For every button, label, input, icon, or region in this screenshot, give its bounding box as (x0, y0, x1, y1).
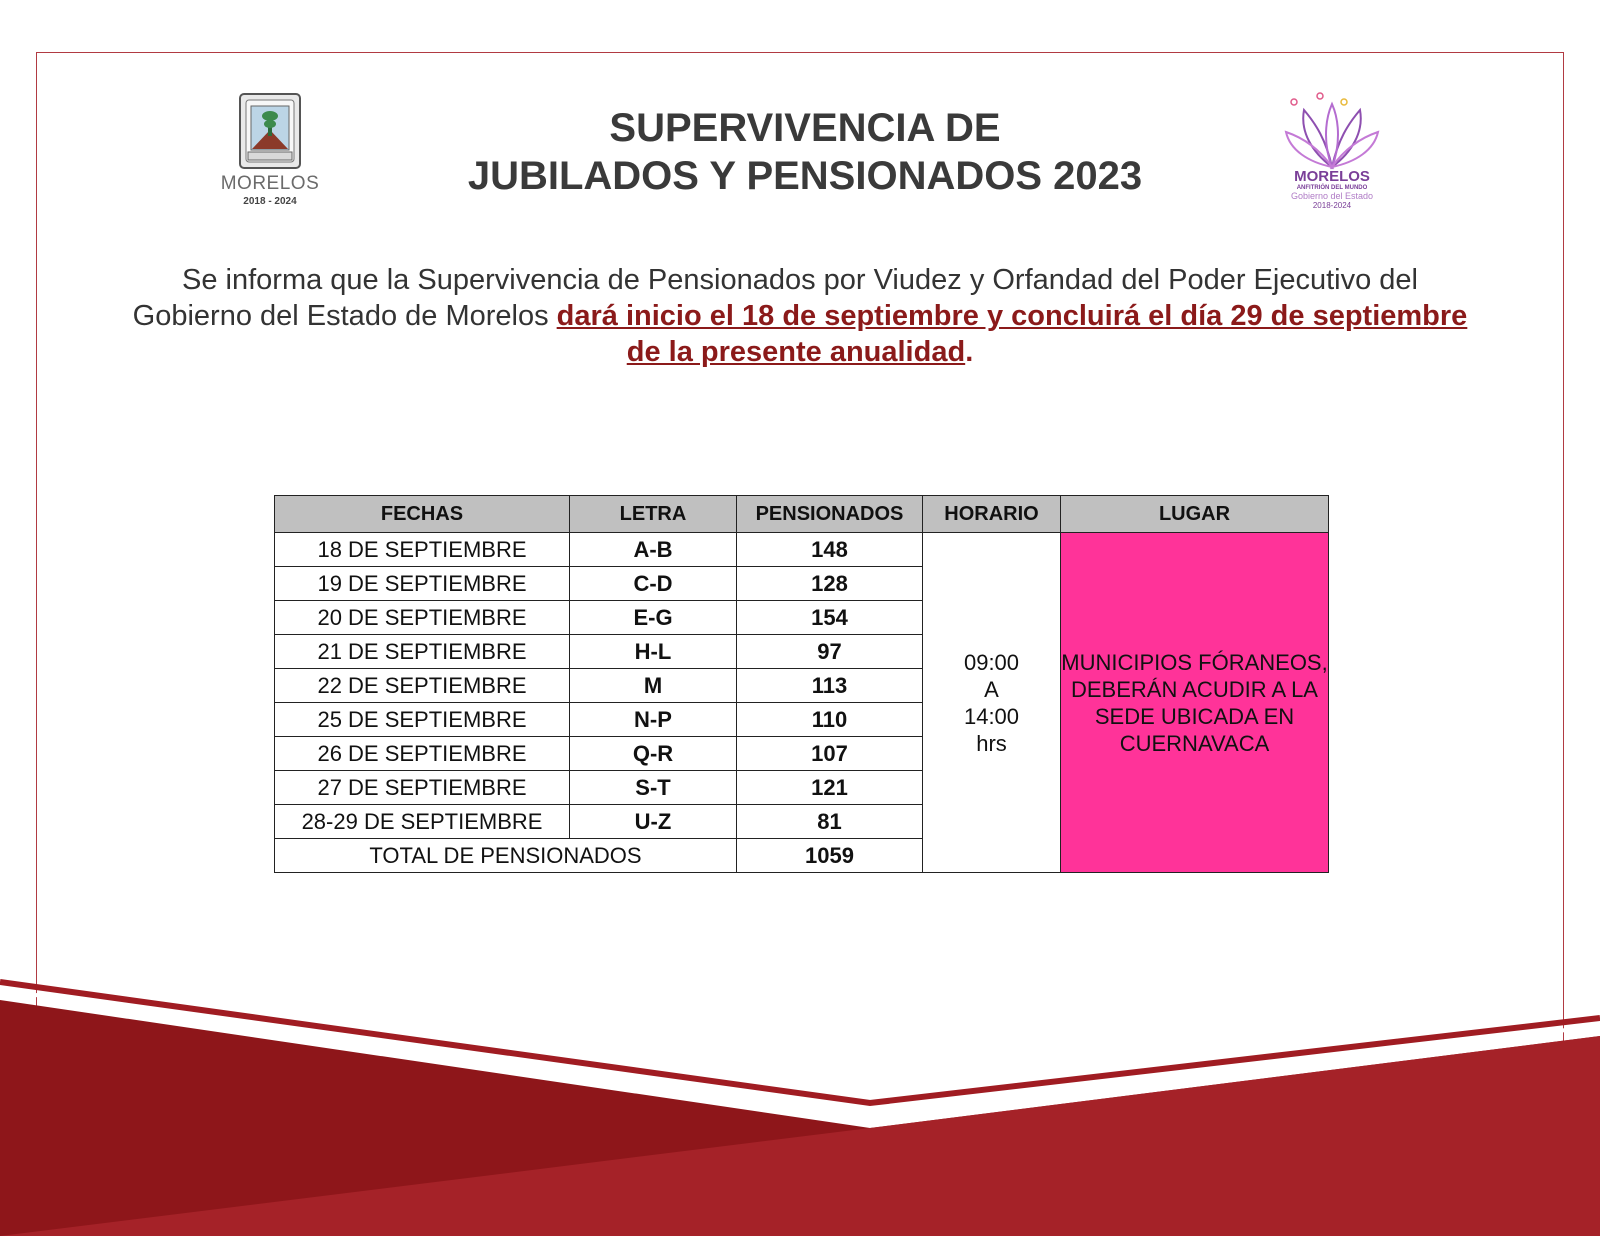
pensionados-cell: 128 (737, 567, 923, 601)
horario-start: 09:00 (963, 649, 1020, 675)
letra-cell: U-Z (570, 805, 737, 839)
morelos-government-logo (1272, 92, 1392, 212)
lotus-flower-icon (1282, 92, 1382, 172)
pensionados-cell: 121 (737, 771, 923, 805)
logo-left-name: MORELOS (220, 173, 320, 194)
fecha-cell: 28-29 DE SEPTIEMBRE (275, 805, 570, 839)
decorative-bottom-band (0, 960, 1600, 1236)
letra-cell: S-T (570, 771, 737, 805)
letra-cell: H-L (570, 635, 737, 669)
pensionados-cell: 154 (737, 601, 923, 635)
intro-end: . (965, 336, 974, 368)
horario-end: 14:00 (963, 703, 1020, 729)
letra-cell: M (570, 669, 737, 703)
pensionados-cell: 110 (737, 703, 923, 737)
intro-highlight: dará inicio el 18 de septiembre y concluirá el día 29 de septiembre de la presente anualidad (556, 300, 1468, 368)
fecha-cell: 20 DE SEPTIEMBRE (275, 601, 570, 635)
logo-right-name: MORELOS (1294, 168, 1370, 185)
letra-cell: A-B (570, 533, 737, 567)
fecha-cell: 18 DE SEPTIEMBRE (275, 533, 570, 567)
horario-unit: hrs (976, 730, 1007, 756)
intro-paragraph (120, 262, 1480, 370)
header-letra: LETRA (570, 496, 737, 533)
fecha-cell: 27 DE SEPTIEMBRE (275, 771, 570, 805)
fecha-cell: 25 DE SEPTIEMBRE (275, 703, 570, 737)
table-row (275, 533, 1329, 567)
letra-cell: N-P (570, 703, 737, 737)
header-pensionados: PENSIONADOS (737, 496, 923, 533)
coat-of-arms-icon (238, 92, 302, 170)
horario-to: A (984, 676, 999, 702)
total-value: 1059 (737, 839, 923, 873)
letra-cell: E-G (570, 601, 737, 635)
logo-left-years: 2018 - 2024 (243, 196, 297, 207)
intro-text: Se informa que la Supervivencia de Pensionados por Viudez y Orfandad del Poder Ejecutivo del Gobierno del Estado de Morelos (132, 264, 1418, 332)
horario-cell (923, 533, 1061, 873)
header-lugar: LUGAR (1061, 496, 1329, 533)
pensionados-cell: 97 (737, 635, 923, 669)
table-header-row (275, 496, 1329, 533)
title-line-1: SUPERVIVENCIA DE (609, 106, 1001, 150)
header-fechas: FECHAS (275, 496, 570, 533)
letra-cell: Q-R (570, 737, 737, 771)
pensionados-cell: 107 (737, 737, 923, 771)
morelos-crest-logo (200, 92, 340, 212)
total-label: TOTAL DE PENSIONADOS (275, 839, 737, 873)
fecha-cell: 26 DE SEPTIEMBRE (275, 737, 570, 771)
schedule-table (274, 495, 1329, 873)
title-line-2: JUBILADOS Y PENSIONADOS 2023 (467, 154, 1143, 198)
logo-right-tagline: ANFITRIÓN DEL MUNDO (1296, 185, 1368, 191)
fecha-cell: 22 DE SEPTIEMBRE (275, 669, 570, 703)
fecha-cell: 21 DE SEPTIEMBRE (275, 635, 570, 669)
fecha-cell: 19 DE SEPTIEMBRE (275, 567, 570, 601)
logo-right-gov: Gobierno del Estado (1290, 191, 1374, 201)
pensionados-cell: 81 (737, 805, 923, 839)
pensionados-cell: 148 (737, 533, 923, 567)
header-horario: HORARIO (923, 496, 1061, 533)
pensionados-cell: 113 (737, 669, 923, 703)
logo-right-years: 2018-2024 (1312, 201, 1352, 210)
lugar-cell: MUNICIPIOS FÓRANEOS, DEBERÁN ACUDIR A LA SEDE UBICADA EN CUERNAVACA (1061, 533, 1329, 873)
page-title (380, 104, 1230, 200)
letra-cell: C-D (570, 567, 737, 601)
